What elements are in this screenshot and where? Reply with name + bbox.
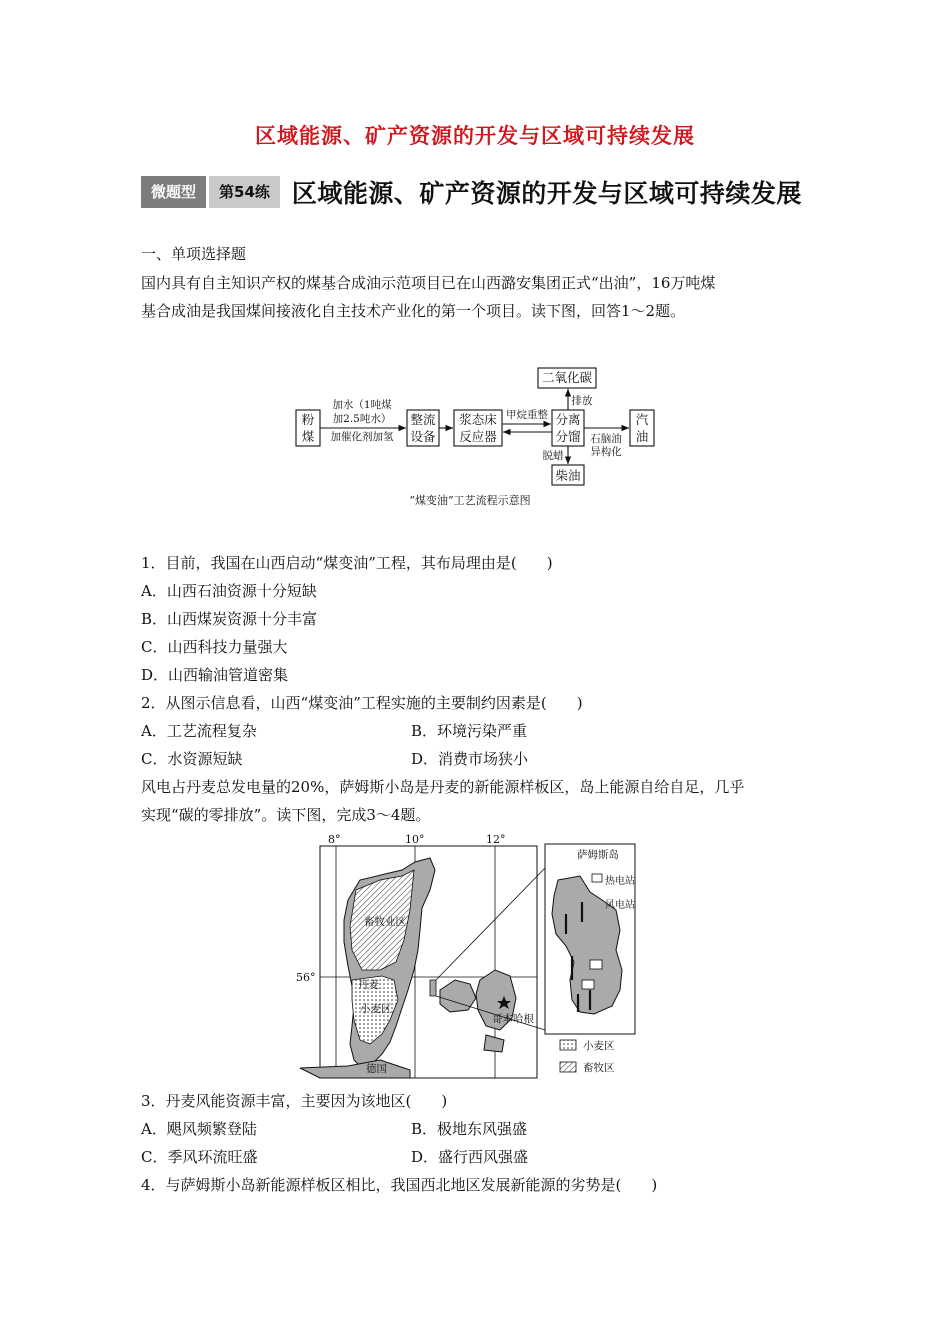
legend-livestock-swatch <box>560 1062 576 1072</box>
flow-caption: “煤变油”工艺流程示意图 <box>409 494 531 507</box>
q3-option-a: A．飓风频繁登陆 <box>141 1120 257 1138</box>
banner-tag: 微题型 <box>141 176 206 208</box>
co2-label: 二氧化碳 <box>541 370 593 385</box>
intro1-line2: 基合成油是我国煤间接液化自主技术产业化的第一个项目。读下图，回答1～2题。 <box>141 302 686 320</box>
q2-stem: 2．从图示信息看，山西“煤变油”工程实施的主要制约因素是( ) <box>141 694 583 712</box>
heat-plant-icon <box>592 874 602 882</box>
step1-label-1: 加水（1吨煤 <box>332 399 392 411</box>
wind-plant-label: 风电站 <box>605 900 635 911</box>
q1-stem: 1．目前，我国在山西启动“煤变油”工程，其布局理由是( ) <box>141 554 553 572</box>
reactor-label-1: 浆态床 <box>459 412 497 427</box>
emit-label: 排放 <box>571 395 593 407</box>
q3-option-b: B．极地东风强盛 <box>411 1120 528 1138</box>
banner-title: 区域能源、矿产资源的开发与区域可持续发展 <box>291 179 802 208</box>
legend-livestock-label: 畜牧区 <box>583 1062 615 1074</box>
coal-label-1: 粉 <box>301 412 315 427</box>
reactor-label-2: 反应器 <box>459 429 497 444</box>
q2-option-b: B．环境污染严重 <box>411 722 528 740</box>
step1-label-3: 加催化剂加氢 <box>330 431 394 443</box>
gasoline-label-2: 油 <box>635 429 649 444</box>
livestock-label: 畜牧业区 <box>364 916 406 928</box>
copenhagen-label: 哥本哈根 <box>492 1013 534 1025</box>
separator-label-2: 分馏 <box>555 429 581 444</box>
denmark-label: 丹麦 <box>358 979 379 991</box>
q2-option-c: C．水资源短缺 <box>141 750 243 768</box>
q1-option-b: B．山西煤炭资源十分丰富 <box>141 610 318 628</box>
q3-option-c: C．季风环流旺盛 <box>141 1148 258 1166</box>
inset-title: 萨姆斯岛 <box>577 849 619 861</box>
q2-option-a: A．工艺流程复杂 <box>141 722 257 740</box>
intro2-line2: 实现“碳的零排放”。读下图，完成3～4题。 <box>141 806 431 824</box>
heat-plant-label: 热电站 <box>605 876 635 887</box>
intro1-line1: 国内具有自主知识产权的煤基合成油示范项目已在山西潞安集团正式“出油”，16万吨煤 <box>141 274 716 292</box>
coal-to-oil-flow-diagram <box>290 362 660 512</box>
gasoline-label-1: 汽 <box>635 412 649 427</box>
methane-label: 甲烷重整 <box>506 409 548 421</box>
legend-wheat-swatch <box>560 1040 576 1050</box>
exercise-banner <box>141 176 802 208</box>
dewax-label: 脱蜡 <box>542 450 564 462</box>
legend-wheat-label: 小麦区 <box>583 1040 615 1052</box>
heat-plant-icon-2 <box>590 960 602 969</box>
lon-12: 12° <box>486 833 506 846</box>
diesel-label: 柴油 <box>555 468 581 483</box>
naphtha-label-1: 石脑油 <box>590 433 622 445</box>
heat-plant-icon-3 <box>582 980 594 989</box>
q3-option-d: D．盛行西风强盛 <box>411 1148 529 1166</box>
lon-10: 10° <box>405 833 425 846</box>
wheat-label: 小麦区 <box>360 1003 392 1015</box>
document-title: 区域能源、矿产资源的开发与区域可持续发展 <box>255 124 695 148</box>
q4-stem: 4．与萨姆斯小岛新能源样板区相比，我国西北地区发展新能源的劣势是( ) <box>141 1176 658 1194</box>
rectify-label-2: 设备 <box>410 429 436 444</box>
naphtha-label-2: 异构化 <box>590 446 622 458</box>
intro2-line1: 风电占丹麦总发电量的20%，萨姆斯小岛是丹麦的新能源样板区，岛上能源自给自足，几乎 <box>141 778 745 796</box>
q1-option-a: A．山西石油资源十分短缺 <box>141 582 317 600</box>
step1-label-2: 加2.5吨水） <box>332 413 392 425</box>
rectify-label-1: 整流 <box>410 412 436 427</box>
germany-label: 德国 <box>366 1063 387 1075</box>
denmark-map <box>290 830 660 1085</box>
q3-stem: 3．丹麦风能资源丰富，主要因为该地区( ) <box>141 1092 448 1110</box>
q2-option-d: D．消费市场狭小 <box>411 750 529 768</box>
q1-option-d: D．山西输油管道密集 <box>141 666 289 684</box>
banner-number: 第54练 <box>209 176 280 208</box>
lat-56: 56° <box>296 971 316 984</box>
separator-label-1: 分离 <box>555 412 581 427</box>
coal-label-2: 煤 <box>301 429 315 444</box>
section-heading: 一、单项选择题 <box>141 245 247 263</box>
q1-option-c: C．山西科技力量强大 <box>141 638 288 656</box>
samso-shape <box>430 980 436 996</box>
lon-8: 8° <box>328 833 341 846</box>
